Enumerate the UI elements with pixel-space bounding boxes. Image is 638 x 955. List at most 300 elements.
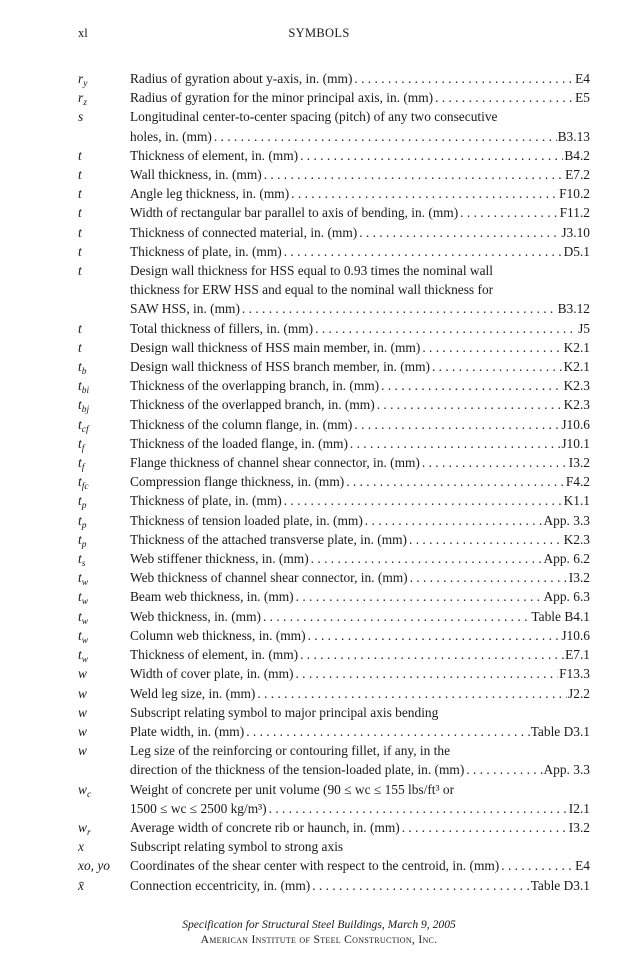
symbol-base: t [78, 397, 82, 413]
symbol-base: r [78, 90, 84, 106]
symbol-base: w [78, 743, 87, 759]
symbol-subscript: s [81, 559, 86, 570]
symbol-description [130, 338, 590, 357]
description-leader-line [130, 587, 590, 606]
symbol-entry [78, 165, 590, 184]
symbol-base: t [78, 493, 82, 509]
symbol-entry [78, 549, 590, 568]
symbol-base: t [78, 570, 82, 586]
dot-leader [408, 568, 568, 587]
symbol-subscript: w [81, 597, 89, 608]
symbol-subscript: r [86, 827, 91, 838]
symbol [78, 472, 130, 491]
symbol [78, 69, 130, 88]
description-text: Beam web thickness, in. (mm) [130, 589, 294, 605]
description-text: holes, in. (mm) [130, 128, 212, 144]
section-reference: I3.2 [568, 570, 590, 586]
description-leader-line [130, 357, 590, 376]
symbol-base: w [78, 685, 87, 701]
dot-leader [352, 69, 574, 88]
section-reference: K2.3 [563, 397, 590, 413]
symbol-base: t [78, 474, 82, 490]
symbol [78, 607, 130, 626]
symbol-subscript: f [81, 443, 85, 454]
dot-leader [420, 453, 568, 472]
section-reference: J2.2 [568, 685, 590, 701]
description-text: Thickness of connected material, in. (mm) [130, 224, 358, 240]
symbol-description [130, 530, 590, 549]
section-reference: E7.1 [565, 647, 590, 663]
symbol [78, 357, 130, 376]
symbol-base: w [78, 819, 87, 835]
dot-leader [352, 415, 560, 434]
section-title: SYMBOLS [288, 26, 350, 40]
dot-leader [420, 338, 562, 357]
symbol-base: t [78, 531, 82, 547]
section-reference: F13.3 [559, 666, 590, 682]
symbol-description [130, 511, 590, 530]
section-reference: I3.2 [568, 819, 590, 835]
description-leader-line [130, 511, 590, 530]
description-leader-line [130, 184, 590, 203]
symbol-description [130, 203, 590, 222]
symbol-entry [78, 587, 590, 606]
symbol [78, 837, 130, 856]
symbol-base: x̄ [78, 877, 84, 893]
description-leader-line [130, 626, 590, 645]
symbol-base: s [78, 109, 84, 125]
description-text: Thickness of element, in. (mm) [130, 147, 299, 163]
section-reference: F4.2 [565, 474, 590, 490]
description-text: Radius of gyration for the minor principal axis, in. (mm) [130, 90, 434, 106]
section-reference: App. 3.3 [543, 512, 590, 528]
symbol-entry [78, 184, 590, 203]
section-reference: K1.1 [563, 493, 590, 509]
symbol-entry [78, 607, 590, 626]
description-text: Thickness of the attached transverse plate, in. (mm) [130, 531, 408, 547]
description-text: 1500 ≤ wc ≤ 2500 kg/m³) [130, 800, 267, 816]
description-leader-line [130, 299, 590, 318]
description-leader-line [130, 684, 590, 703]
symbol-description [130, 415, 590, 434]
dot-leader [244, 722, 530, 741]
symbol-description [130, 319, 590, 338]
section-reference: F11.2 [559, 205, 590, 221]
symbol-description [130, 395, 590, 414]
section-reference: E4 [575, 858, 590, 874]
symbol-entry [78, 88, 590, 107]
symbol-subscript: w [81, 635, 89, 646]
dot-leader [282, 242, 563, 261]
description-leader-line [130, 165, 590, 184]
dot-leader [430, 357, 563, 376]
description-leader-line [130, 146, 590, 165]
dot-leader [282, 491, 563, 510]
symbol-list [78, 69, 590, 895]
symbol-base: w [78, 666, 87, 682]
symbol-base: t [78, 320, 82, 336]
symbol [78, 876, 130, 895]
description-line: Leg size of the reinforcing or contouring fillet, if any, in the [130, 743, 451, 759]
symbol-subscript: b [81, 367, 87, 378]
section-reference: J3.10 [561, 224, 590, 240]
description-text: Connection eccentricity, in. (mm) [130, 877, 311, 893]
section-reference: App. 6.2 [543, 551, 590, 567]
description-line: thickness for ERW HSS and equal to the nominal wall thickness for [130, 282, 494, 298]
symbol-entry [78, 223, 590, 242]
symbol-base: t [78, 455, 82, 471]
dot-leader [310, 876, 529, 895]
description-leader-line [130, 856, 590, 875]
symbol-base: t [78, 186, 82, 202]
symbol-base: t [78, 512, 82, 528]
symbol-subscript: p [81, 501, 87, 512]
symbol [78, 146, 130, 165]
symbol-description [130, 434, 590, 453]
section-reference: E5 [575, 90, 590, 106]
symbol-base: t [78, 147, 82, 163]
description-text: Subscript relating symbol to strong axis [130, 839, 344, 855]
description-text: direction of the thickness of the tension-loaded plate, in. (mm) [130, 762, 465, 778]
symbol-entry [78, 69, 590, 88]
symbol-base: t [78, 551, 82, 567]
symbol [78, 338, 130, 357]
section-reference: Table D3.1 [530, 877, 590, 893]
symbol-entry [78, 511, 590, 530]
page-header [78, 26, 560, 42]
dot-leader [289, 184, 558, 203]
dot-leader [344, 472, 565, 491]
dot-leader [313, 319, 577, 338]
symbol-description [130, 376, 590, 395]
symbol-base: t [78, 435, 82, 451]
symbol-subscript: bj [81, 405, 90, 416]
description-text: Plate width, in. (mm) [130, 723, 245, 739]
symbol [78, 587, 130, 606]
symbol-description [130, 876, 590, 895]
symbol-entry [78, 741, 590, 779]
symbol [78, 453, 130, 472]
symbol [78, 223, 130, 242]
symbol-subscript: w [81, 616, 89, 627]
section-reference: J10.1 [561, 435, 590, 451]
symbol [78, 856, 130, 875]
section-reference: J5 [578, 320, 590, 336]
description-leader-line [130, 395, 590, 414]
symbol-subscript: y [83, 79, 88, 89]
symbol [78, 261, 130, 319]
description-leader-line [130, 549, 590, 568]
section-reference: B3.13 [557, 128, 590, 144]
section-reference: App. 6.3 [543, 589, 590, 605]
description-leader-line [130, 491, 590, 510]
symbol-entry [78, 818, 590, 837]
symbol-base: t [78, 224, 82, 240]
symbol-entry [78, 203, 590, 222]
symbol-base: t [78, 263, 82, 279]
description-text: Thickness of the overlapped branch, in. (mm) [130, 397, 375, 413]
symbol-base: t [78, 647, 82, 663]
dot-leader [464, 760, 542, 779]
symbol-entry [78, 453, 590, 472]
symbol [78, 818, 130, 837]
dot-leader [298, 146, 563, 165]
symbol [78, 203, 130, 222]
symbol [78, 722, 130, 741]
footer-publication: Specification for Structural Steel Buildings, March 9, 2005 [182, 918, 456, 931]
section-reference: App. 3.3 [543, 762, 590, 778]
symbol-base: t [78, 339, 82, 355]
symbol-base: t [78, 627, 82, 643]
description-leader-line [130, 530, 590, 549]
symbol [78, 511, 130, 530]
description-leader-line [130, 319, 590, 338]
symbol-subscript: w [81, 655, 89, 666]
section-reference: I2.1 [568, 800, 590, 816]
description-leader-line [130, 88, 590, 107]
symbol-entry [78, 684, 590, 703]
page-number: xl [78, 26, 88, 40]
description-text: Thickness of plate, in. (mm) [130, 493, 282, 509]
symbol-description [130, 645, 590, 664]
description-leader-line [130, 338, 590, 357]
symbol-subscript: fc [81, 482, 89, 493]
symbol [78, 664, 130, 683]
section-reference: K2.3 [563, 531, 590, 547]
dot-leader [262, 165, 564, 184]
symbol-description [130, 837, 590, 856]
description-text: Average width of concrete rib or haunch, in. (mm) [130, 819, 400, 835]
description-leader-line [130, 568, 590, 587]
description-line: Design wall thickness for HSS equal to 0.93 times the nominal wall [130, 263, 493, 279]
description-leader-line [130, 453, 590, 472]
symbol-entry [78, 645, 590, 664]
dot-leader [357, 223, 560, 242]
symbol [78, 242, 130, 261]
description-text: Thickness of element, in. (mm) [130, 647, 299, 663]
section-reference: B3.12 [557, 301, 590, 317]
symbol-entry [78, 780, 590, 818]
symbol-entry [78, 837, 590, 856]
dot-leader [212, 127, 557, 146]
symbol-description [130, 741, 590, 779]
symbol [78, 319, 130, 338]
symbol-description [130, 549, 590, 568]
description-text: Width of rectangular bar parallel to axis of bending, in. (mm) [130, 205, 459, 221]
symbol-description [130, 472, 590, 491]
symbol-description [130, 664, 590, 683]
symbol-entry [78, 664, 590, 683]
symbol-subscript: z [83, 98, 87, 109]
symbol-base: t [78, 167, 82, 183]
symbol [78, 88, 130, 107]
symbol [78, 780, 130, 818]
dot-leader [255, 684, 567, 703]
dot-leader [499, 856, 574, 875]
description-text: Total thickness of fillers, in. (mm) [130, 320, 314, 336]
section-reference: K2.1 [563, 339, 590, 355]
symbol-description [130, 626, 590, 645]
symbol-subscript: f [81, 463, 85, 474]
symbol-base: r [78, 71, 84, 86]
description-text: Thickness of plate, in. (mm) [130, 243, 282, 259]
symbol-entry [78, 434, 590, 453]
description-leader-line [130, 242, 590, 261]
symbol-description [130, 722, 590, 741]
section-reference: Table D3.1 [530, 723, 590, 739]
symbol-description [130, 242, 590, 261]
symbol-subscript: cf [81, 424, 89, 435]
symbol-entry [78, 338, 590, 357]
description-text: Compression flange thickness, in. (mm) [130, 474, 345, 490]
symbol-description [130, 184, 590, 203]
symbol-subscript: p [81, 539, 87, 550]
description-leader-line [130, 645, 590, 664]
symbol-entry [78, 472, 590, 491]
symbol [78, 184, 130, 203]
description-leader-line [130, 799, 590, 818]
symbol-description [130, 587, 590, 606]
symbol-base: t [78, 416, 82, 432]
description-leader-line [130, 818, 590, 837]
symbol-entry [78, 703, 590, 722]
dot-leader [267, 799, 568, 818]
symbol-description [130, 703, 590, 722]
description-text: Web thickness, in. (mm) [130, 608, 261, 624]
section-reference: B4.2 [564, 147, 590, 163]
symbol-base: t [78, 205, 82, 221]
symbol-entry [78, 530, 590, 549]
section-reference: J10.6 [561, 627, 590, 643]
description-text: Coordinates of the shear center with respect to the centroid, in. (mm) [130, 858, 500, 874]
symbol-description [130, 856, 590, 875]
description-text: Subscript relating symbol to major principal axis bending [130, 704, 439, 720]
symbol-description [130, 261, 590, 319]
section-reference: J10.6 [561, 416, 590, 432]
dot-leader [298, 645, 564, 664]
symbol-description [130, 165, 590, 184]
symbol-description [130, 69, 590, 88]
symbol [78, 165, 130, 184]
symbol-description [130, 453, 590, 472]
description-text: Web thickness of channel shear connector, in. (mm) [130, 570, 408, 586]
dot-leader [375, 395, 563, 414]
symbol-subscript: w [81, 578, 89, 589]
page-footer [0, 917, 638, 947]
description-text: Thickness of the loaded flange, in. (mm) [130, 435, 348, 451]
description-text: Width of cover plate, in. (mm) [130, 666, 294, 682]
symbol [78, 415, 130, 434]
symbol-subscript: c [86, 789, 92, 800]
description-leader-line [130, 127, 590, 146]
dot-leader [348, 434, 560, 453]
symbol-entry [78, 722, 590, 741]
description-text: Angle leg thickness, in. (mm) [130, 186, 290, 202]
description-leader-line [130, 664, 590, 683]
symbol-base: w [78, 704, 87, 720]
symbol-base: xo, yo [78, 858, 110, 874]
symbol-base: w [78, 723, 87, 739]
symbol-base: x [78, 839, 84, 855]
symbol-entry [78, 357, 590, 376]
section-reference: F10.2 [559, 186, 590, 202]
description-text: Thickness of the overlapping branch, in. (mm) [130, 378, 380, 394]
symbol-description [130, 146, 590, 165]
symbol-entry [78, 856, 590, 875]
symbol-entry [78, 876, 590, 895]
symbol [78, 491, 130, 510]
section-reference: Table B4.1 [531, 608, 590, 624]
description-text: Thickness of the column flange, in. (mm) [130, 416, 353, 432]
symbol [78, 376, 130, 395]
symbol-base: t [78, 359, 82, 375]
footer-publisher: American Institute of Steel Construction, Inc. [200, 933, 438, 946]
description-leader-line [130, 876, 590, 895]
symbol-entry [78, 395, 590, 414]
symbol-description [130, 607, 590, 626]
symbol [78, 703, 130, 722]
symbol-entry [78, 568, 590, 587]
dot-leader [240, 299, 557, 318]
description-line: Longitudinal center-to-center spacing (pitch) of any two consecutive [130, 109, 498, 125]
description-leader-line [130, 472, 590, 491]
symbol-description [130, 107, 590, 145]
section-reference: K2.3 [563, 378, 590, 394]
symbol-description [130, 357, 590, 376]
symbol [78, 530, 130, 549]
section-reference: E7.2 [565, 167, 590, 183]
symbol-entry [78, 626, 590, 645]
symbol [78, 107, 130, 145]
dot-leader [309, 549, 543, 568]
symbol-base: w [78, 781, 87, 797]
symbol-description [130, 684, 590, 703]
symbol [78, 645, 130, 664]
symbol [78, 741, 130, 779]
symbol-description [130, 491, 590, 510]
section-reference: D5.1 [563, 243, 590, 259]
description-leader-line [130, 434, 590, 453]
symbol-entry [78, 319, 590, 338]
dot-leader [293, 664, 558, 683]
symbol-base: t [78, 378, 82, 394]
dot-leader [306, 626, 561, 645]
symbol-description [130, 568, 590, 587]
description-text: Wall thickness, in. (mm) [130, 167, 262, 183]
dot-leader [379, 376, 562, 395]
symbol [78, 568, 130, 587]
description-leader-line [130, 607, 590, 626]
description-line: Weight of concrete per unit volume (90 ≤ wc ≤ 155 lbs/ft³ or [130, 781, 455, 797]
symbol-entry [78, 261, 590, 319]
symbol [78, 549, 130, 568]
description-text: Design wall thickness of HSS branch member, in. (mm) [130, 359, 430, 375]
symbol-base: t [78, 589, 82, 605]
symbol-base: t [78, 608, 82, 624]
dot-leader [433, 88, 574, 107]
description-leader-line [130, 722, 590, 741]
dot-leader [294, 587, 543, 606]
symbol-entry [78, 491, 590, 510]
description-text: Design wall thickness of HSS main member, in. (mm) [130, 339, 421, 355]
symbol [78, 684, 130, 703]
description-text: Web stiffener thickness, in. (mm) [130, 551, 309, 567]
dot-leader [458, 203, 558, 222]
symbol-subscript: p [81, 520, 87, 531]
symbol-description [130, 223, 590, 242]
section-reference: I3.2 [568, 455, 590, 471]
symbol-base: t [78, 243, 82, 259]
